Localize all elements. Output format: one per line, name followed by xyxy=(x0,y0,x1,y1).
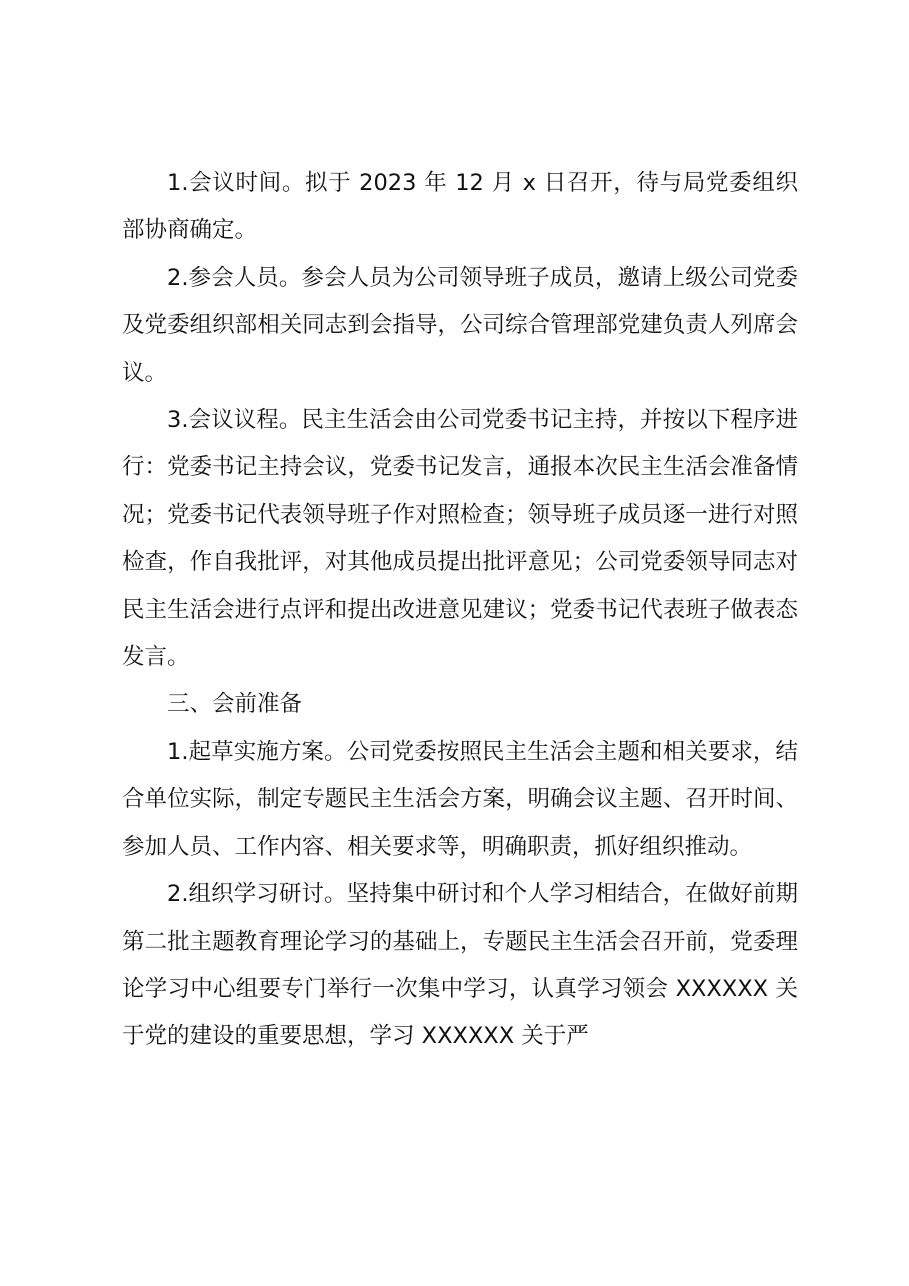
paragraph-study-discussion: 2.组织学习研讨。坚持集中研讨和个人学习相结合，在做好前期第二批主题教育理论学习的基础上，专题民主生活会召开前，党委理论学习中心组要专门举行一次集中学习，认真学习领会 XXXXXX 关于党的建设的重要思想，学习 XXXXXX 关于严 xyxy=(122,881,798,1050)
paragraph-draft-plan: 1.起草实施方案。公司党委按照民主生活会主题和相关要求，结合单位实际，制定专题民主生活会方案，明确会议主题、召开时间、参加人员、工作内容、相关要求等，明确职责，抓好组织推动。 xyxy=(122,738,798,860)
paragraph-attendees: 2.参会人员。参会人员为公司领导班子成员，邀请上级公司党委及党委组织部相关同志到会指导，公司综合管理部党建负责人列席会议。 xyxy=(122,264,798,386)
document-body xyxy=(122,160,798,1061)
paragraph-meeting-time: 1.会议时间。拟于 2023 年 12 月 x 日召开，待与局党委组织部协商确定。 xyxy=(122,170,798,244)
section-heading-preparation: 三、会前准备 xyxy=(167,691,303,718)
paragraph-agenda: 3.会议议程。民主生活会由公司党委书记主持，并按以下程序进行：党委书记主持会议，党委书记发言，通报本次民主生活会准备情况；党委书记代表领导班子作对照检查；领导班子成员逐一进行对照检查，作自我批评，对其他成员提出批评意见；公司党委领导同志对民主生活会进行点评和提出改进意见建议；党委书记代表班子做表态发言。 xyxy=(122,407,798,671)
